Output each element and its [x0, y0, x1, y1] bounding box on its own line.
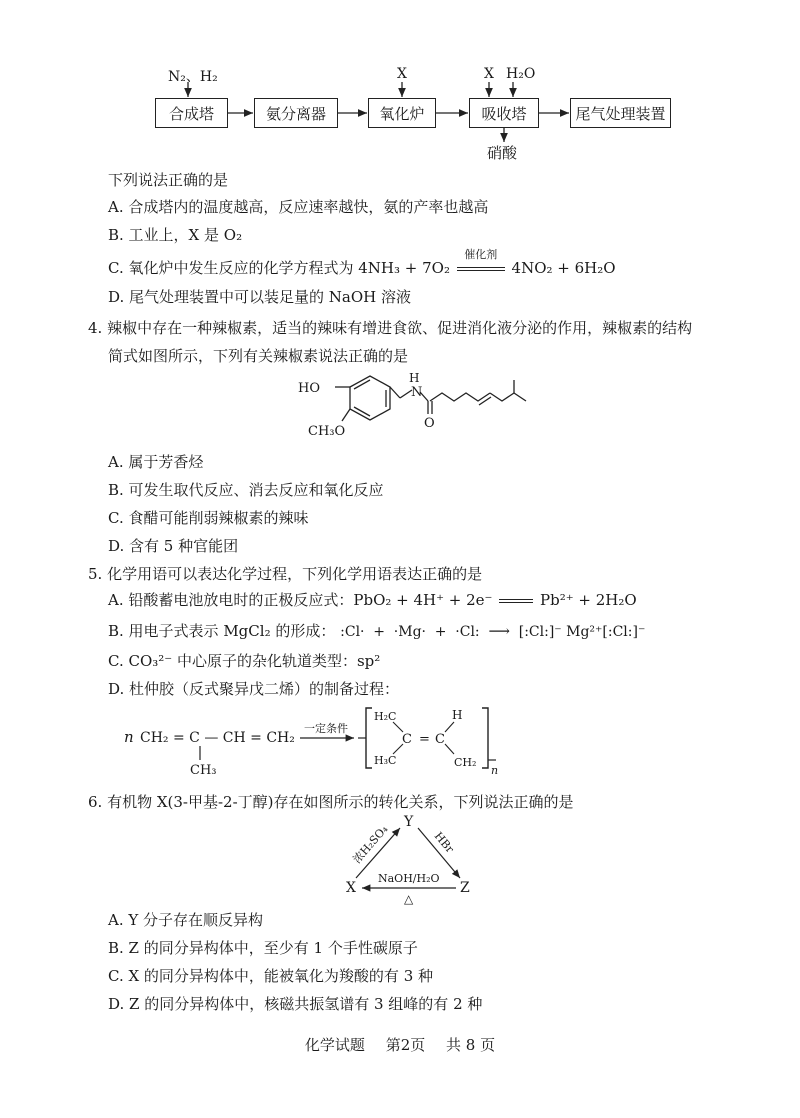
q4-option-b: B. 可发生取代反应、消去反应和氧化反应	[108, 481, 384, 499]
right-arrow: ⟶	[488, 622, 510, 640]
reaction-n: n	[124, 728, 134, 746]
triangle-bottom-reagent: NaOH/H₂O	[378, 872, 440, 885]
q6-option-a: A. Y 分子存在顺反异构	[108, 911, 264, 929]
reaction-methyl: CH₃	[190, 763, 217, 778]
q4-option-c: C. 食醋可能削弱辣椒素的辣味	[108, 509, 309, 527]
reaction-ch2: CH₂	[454, 756, 477, 769]
electron-product: [:Cl:]⁻ Mg²⁺[:Cl:]⁻	[518, 624, 646, 640]
q4-stem-line2: 简式如图所示，下列有关辣椒素说法正确的是	[108, 347, 409, 365]
structure-o: O	[424, 416, 435, 431]
footer-page: 第2页	[385, 1036, 426, 1054]
input-x-absorber: X	[484, 66, 494, 82]
capsaicin-structure	[290, 365, 550, 447]
structure-n: N	[411, 385, 423, 400]
reaction-c2: C	[435, 732, 445, 747]
structure-ho: HO	[298, 381, 320, 396]
q3-option-b: B. 工业上，X 是 O₂	[108, 226, 243, 244]
q3-option-c-left: C. 氧化炉中发生反应的化学方程式为 4NH₃ + 7O₂	[108, 259, 450, 277]
reaction-h3c: H₃C	[374, 754, 397, 767]
q5-option-a	[108, 590, 637, 610]
box-tail-gas-treatment: 尾气处理装置	[570, 98, 671, 128]
input-h2o-absorber: H₂O	[506, 66, 536, 82]
q3-option-a: A. 合成塔内的温度越高，反应速率越快，氨的产率也越高	[108, 198, 489, 216]
reaction-h2c: H₂C	[374, 710, 397, 723]
q4-stem-line1: 4. 辣椒中存在一种辣椒素，适当的辣味有增进食欲、促进消化液分泌的作用，辣椒素的结构	[88, 319, 693, 337]
reaction-h: H	[452, 708, 463, 722]
q5-option-a-left: A. 铅酸蓄电池放电时的正极反应式：PbO₂ + 4H⁺ + 2e⁻	[108, 591, 493, 609]
structure-ch3o: CH₃O	[308, 424, 346, 439]
triangle-x: X	[346, 880, 356, 896]
box-ammonia-separator: 氨分离器	[254, 98, 338, 128]
q3-option-c-right: 4NO₂ + 6H₂O	[511, 259, 616, 277]
electron-cl-1: :Cl·	[340, 624, 365, 640]
q6-stem: 6. 有机物 X(3-甲基-2-丁醇)存在如图所示的转化关系，下列说法正确的是	[88, 793, 574, 811]
triangle-left-reagent: 浓H₂SO₄	[350, 822, 391, 866]
q3-option-d: D. 尾气处理装置中可以装足量的 NaOH 溶液	[108, 288, 412, 306]
q5-option-d: D. 杜仲胶（反式聚异戊二烯）的制备过程：	[108, 680, 400, 698]
electron-mg: ·Mg·	[393, 624, 426, 640]
q5-option-b	[108, 621, 645, 642]
q4-option-a: A. 属于芳香烃	[108, 453, 204, 471]
output-nitric-acid: 硝酸	[487, 144, 518, 162]
input-n2-h2: N₂、H₂	[168, 69, 218, 85]
reaction-condition: 一定条件	[304, 722, 348, 735]
q6-option-d: D. Z 的同分异构体中，核磁共振氢谱有 3 组峰的有 2 种	[108, 995, 483, 1013]
reaction-c1: C	[402, 732, 412, 747]
q6-option-c: C. X 的同分异构体中，能被氧化为羧酸的有 3 种	[108, 967, 434, 985]
structure-h: H	[409, 371, 420, 385]
equals-arrow	[499, 599, 533, 603]
triangle-right-reagent: HBr	[431, 829, 457, 856]
plus-1: +	[373, 624, 386, 640]
triangle-heat: △	[404, 892, 414, 906]
q5-option-b-left: B. 用电子式表示 MgCl₂ 的形成：	[108, 622, 336, 640]
reaction-eq: =	[419, 732, 430, 747]
q3-stem: 下列说法正确的是	[108, 171, 229, 189]
footer-subject: 化学试题	[304, 1036, 365, 1054]
polymerization-reaction	[110, 698, 500, 780]
footer-total: 共 8 页	[446, 1036, 496, 1054]
reaction-n-subscript: n	[491, 764, 499, 777]
flow-arrows	[0, 0, 800, 170]
triangle-z: Z	[460, 880, 470, 896]
conversion-triangle	[330, 812, 480, 908]
q3-option-c-arrow	[455, 248, 507, 278]
q6-option-b: B. Z 的同分异构体中，至少有 1 个手性碳原子	[108, 939, 418, 957]
plus-2: +	[434, 624, 447, 640]
box-synthesis-tower: 合成塔	[155, 98, 228, 128]
page-footer	[0, 1034, 800, 1055]
q4-option-d: D. 含有 5 种官能团	[108, 537, 239, 555]
electron-cl-2: ·Cl:	[455, 624, 480, 640]
triangle-y: Y	[404, 814, 414, 830]
input-x-oxidizer: X	[397, 66, 407, 82]
box-absorber: 吸收塔	[469, 98, 539, 128]
box-oxidizer: 氧化炉	[368, 98, 436, 128]
q5-stem: 5. 化学用语可以表达化学过程，下列化学用语表达正确的是	[88, 565, 483, 583]
q5-option-c: C. CO₃²⁻ 中心原子的杂化轨道类型：sp²	[108, 652, 381, 670]
q3-option-c	[108, 248, 616, 278]
catalyst-label: 催化剂	[464, 248, 498, 261]
reaction-reactant: CH₂ = C — CH = CH₂	[140, 730, 295, 746]
q5-option-a-right: Pb²⁺ + 2H₂O	[540, 591, 637, 609]
